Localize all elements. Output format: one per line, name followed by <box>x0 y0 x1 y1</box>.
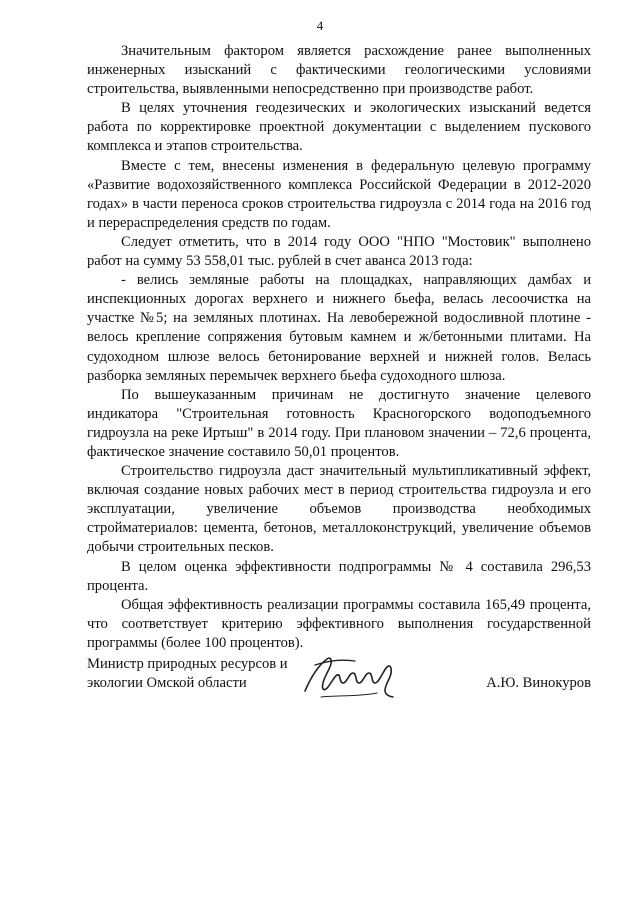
paragraph-surveys: В целях уточнения геодезических и экологических изысканий ведется работа по корректировке проектной документации с выделением пускового комплекса и этапов строительства. <box>87 100 591 155</box>
page-number: 4 <box>316 18 324 33</box>
paragraph-geology: Значительным фактором является расхождение ранее выполненных инженерных изысканий с фактическими геологическими условиями строительства, выявленными непосредственно при производстве работ. <box>87 43 591 98</box>
handwritten-signature <box>297 647 407 707</box>
signatory-title <box>87 655 302 693</box>
signatory-title-line2: экологии Омской области <box>87 675 247 692</box>
paragraph-federal-program: Вместе с тем, внесены изменения в федеральную целевую программу «Развитие водохозяйственного комплекса Российской Федерации в 2012-2020 годах» в части переноса сроков строительства гидроузла с 2014 года на 2016 год и перераспределения средств по годам. <box>87 157 591 231</box>
signatory-title-line1: Министр природных ресурсов и <box>87 656 288 672</box>
paragraph-total-efficiency: Общая эффективность реализации программы составила 165,49 процента, что соответствует критерию эффективного выполнения государственной программы (более 100 процентов). <box>87 596 591 651</box>
signature-block <box>87 655 591 715</box>
document-body <box>87 42 591 653</box>
paragraph-contractor-work: Следует отметить, что в 2014 году ООО "НПО "Мостовик" выполнено работ на сумму 53 558,01 тыс. рублей в счет аванса 2013 года: <box>87 233 591 270</box>
paragraph-multiplier-effect: Строительство гидроузла даст значительный мультипликативный эффект, включая создание новых рабочих мест в период строительства гидроузла и его эксплуатации, увеличение объемов производства необходимых стройматериалов: цемента, бетонов, металлоконструкций, увеличение объемов добычи строительных песков. <box>87 463 591 556</box>
work-list-item: - велись земляные работы на площадках, направляющих дамбах и инспекционных дорогах верхнего и нижнего бьефа, велась лесоочистка на участке №5; на земляных плотинах. На левобережной водосливной плотине - велось крепление сопряжения бутовым камнем и ж/бетонными плитами. На судоходном шлюзе велось бетонирование верхней и нижней голов. Велась разборка земляных перемычек верхнего бьефа судоходного шлюза. <box>87 272 591 384</box>
signatory-name: А.Ю. Винокуров <box>486 675 591 691</box>
paragraph-target-indicator: По вышеуказанным причинам не достигнуто значение целевого индикатора "Строительная готовность Красногорского водоподъемного гидроузла на реке Иртыш" в 2014 году. При плановом значении – 72,6 процента, фактическое значение составило 50,01 процентов. <box>87 386 591 460</box>
paragraph-subprogram-efficiency: В целом оценка эффективности подпрограммы № 4 составила 296,53 процента. <box>87 558 591 594</box>
